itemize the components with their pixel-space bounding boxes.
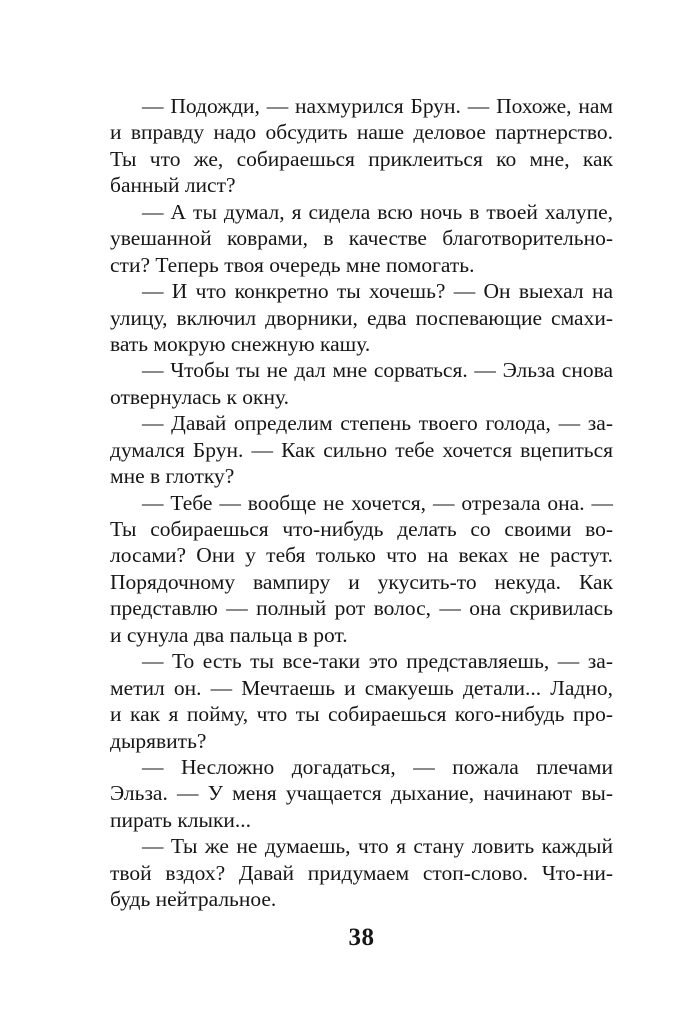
text-line: улицу, включил дворники, едва поспевающие смахи- bbox=[110, 305, 613, 330]
text-line: — Несложно догадаться, — пожала плечами bbox=[142, 754, 613, 779]
text-line: — Чтобы ты не дал мне сорваться. — Эльза снова bbox=[142, 358, 613, 383]
page-text bbox=[110, 93, 613, 913]
paragraph bbox=[110, 490, 613, 649]
paragraph bbox=[110, 754, 613, 833]
text-line: и вправду надо обсудить наше деловое партнерство. bbox=[110, 120, 613, 145]
text-line: увешанной коврами, в качестве благотворительно- bbox=[110, 226, 613, 251]
text-line: Порядочному вампиру и укусить-то некуда. Как bbox=[110, 569, 613, 594]
text-line: — То есть ты все-таки это представляешь, — за- bbox=[142, 649, 613, 674]
text-line: думался Брун. — Как сильно тебе хочется вцепиться bbox=[110, 437, 613, 462]
text-line: банный лист? bbox=[110, 173, 236, 198]
text-line: — Ты же не думаешь, что я стану ловить каждый bbox=[142, 834, 613, 859]
text-line: Ты что же, собираешься приклеиться ко мне, как bbox=[110, 146, 613, 171]
text-line: представлю — полный рот волос, — она скривилась bbox=[110, 596, 613, 621]
text-line: метил он. — Мечтаешь и смакуешь детали... Ладно, bbox=[110, 675, 613, 700]
text-line: — А ты думал, я сидела всю ночь в твоей халупе, bbox=[142, 199, 613, 224]
paragraph bbox=[110, 648, 613, 754]
text-line: и сунула два пальца в рот. bbox=[110, 622, 348, 647]
text-line: мне в глотку? bbox=[110, 464, 235, 489]
text-line: — Давай определим степень твоего голода, — за- bbox=[142, 411, 613, 436]
paragraph bbox=[110, 93, 613, 199]
text-line: — И что конкретно ты хочешь? — Он выехал на bbox=[142, 279, 613, 304]
paragraph bbox=[110, 199, 613, 278]
page-number: 38 bbox=[348, 924, 375, 951]
paragraph bbox=[110, 357, 613, 410]
text-line: лосами? Они у тебя только что на веках не растут. bbox=[110, 543, 613, 568]
text-line: отвернулась к окну. bbox=[110, 384, 289, 409]
paragraph bbox=[110, 278, 613, 357]
text-line: Ты собираешься что-нибудь делать со своими во- bbox=[110, 517, 613, 541]
text-line: будь нейтральное. bbox=[110, 887, 277, 912]
text-line: — Тебе — вообще не хочется, — отрезала она. — bbox=[142, 490, 613, 515]
text-line: — Подожди, — нахмурился Брун. — Похоже, нам bbox=[142, 94, 613, 118]
text-line: и как я пойму, что ты собираешься кого-нибудь про- bbox=[110, 702, 613, 727]
text-line: дырявить? bbox=[110, 728, 207, 753]
paragraph bbox=[110, 410, 613, 489]
text-line: твой вздох? Давай придумаем стоп-слово. Что-ни- bbox=[110, 860, 613, 885]
text-line: Эльза. — У меня учащается дыхание, начинают вы- bbox=[110, 781, 613, 806]
text-line: вать мокрую снежную кашу. bbox=[110, 331, 371, 356]
paragraph bbox=[110, 833, 613, 912]
text-line: сти? Теперь твоя очередь мне помогать. bbox=[110, 252, 475, 277]
text-line: пирать клыки... bbox=[110, 807, 252, 832]
